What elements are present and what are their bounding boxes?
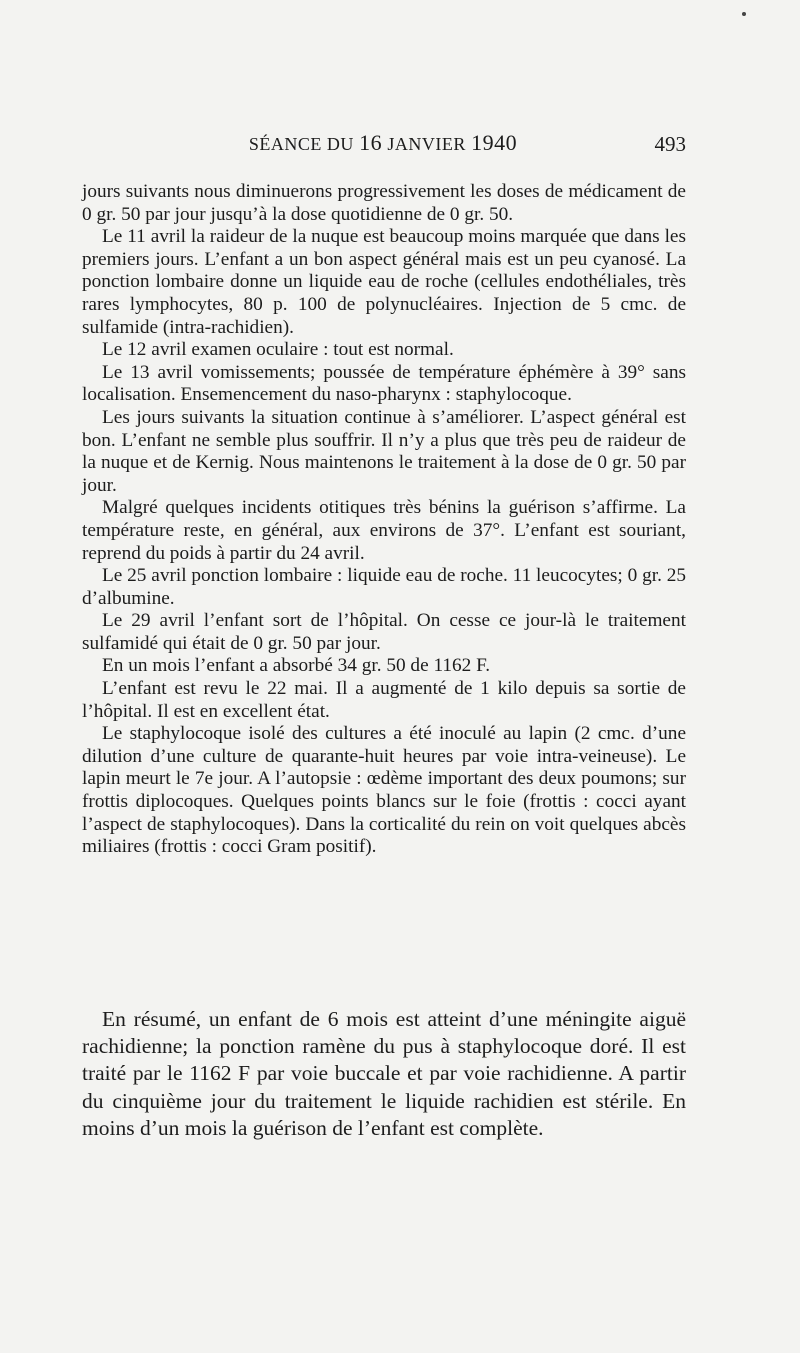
page-number: 493 <box>654 132 686 156</box>
header-month: JANVIER <box>387 134 466 154</box>
paragraph: Le 29 avril l’enfant sort de l’hôpital. On cesse ce jour-là le traitement sulfamidé qui était de 0 gr. 50 par jour. <box>82 610 686 654</box>
header-day: 16 <box>359 130 383 155</box>
header-prefix: SÉANCE DU <box>248 134 354 154</box>
summary-paragraph: En résumé, un enfant de 6 mois est atteint d’une méningite aiguë rachidienne; la ponction ramène du pus à staphylocoque doré. Il est traité par le 1162 F par voie buccale et par voie rachidienne. A partir du cinquième jour du traitement le liquide rachidien est stérile. En moins d’un mois la guérison de l’enfant est complète. <box>82 1007 686 1140</box>
paragraph: Les jours suivants la situation continue à s’améliorer. L’aspect général est bon. L’enfant ne semble plus souffrir. Il n’y a plus que très peu de raideur de la nuque et de Kernig. Nous maintenons le traitement à la dose de 0 gr. 50 par jour. <box>82 406 686 496</box>
summary-block <box>82 1006 686 1142</box>
running-header <box>80 128 686 158</box>
paragraph: Le 13 avril vomissements; poussée de température éphémère à 39° sans localisation. Ensemencement du naso-pharynx : staphylocoque. <box>82 361 686 406</box>
edge-speck <box>742 12 746 16</box>
body-text <box>82 181 686 859</box>
paragraph: En un mois l’enfant a absorbé 34 gr. 50 de 1162 F. <box>102 655 491 677</box>
paragraph: L’enfant est revu le 22 mai. Il a augmenté de 1 kilo depuis sa sortie de l’hôpital. Il est en excellent état. <box>82 678 686 722</box>
header-year: 1940 <box>471 130 518 155</box>
header-title <box>80 130 686 156</box>
paragraph: Le 11 avril la raideur de la nuque est beaucoup moins marquée que dans les premiers jours. L’enfant a un bon aspect général mais est un peu cyanosé. La ponction lombaire donne un liquide eau de roche (cellules endothéliales, très rares lymphocytes, 80 p. 100 de polynucléaires. Injection de 5 cmc. de sulfamide (intra-rachidien). <box>82 226 686 338</box>
paragraph: Le 12 avril examen oculaire : tout est normal. <box>102 339 454 361</box>
paragraph: Le 25 avril ponction lombaire : liquide eau de roche. 11 leucocytes; 0 gr. 25 d’albumine. <box>82 565 686 609</box>
paragraph: jours suivants nous diminuerons progressivement les doses de médicament de 0 gr. 50 par jour jusqu’à la dose quotidienne de 0 gr. 50. <box>82 181 686 225</box>
paragraph: Le staphylocoque isolé des cultures a été inoculé au lapin (2 cmc. d’une dilution d’une culture de quarante-huit heures par voie intra-veineuse). Le lapin meurt le 7e jour. A l’autopsie : œdème important des deux poumons; sur frottis diplocoques. Quelques points blancs sur le foie (frottis : cocci ayant l’aspect de staphylocoques). Dans la corticalité du rein on voit quelques abcès miliaires (frottis : cocci Gram positif). <box>82 723 686 858</box>
paragraph: Malgré quelques incidents otitiques très bénins la guérison s’affirme. La température reste, en général, aux environs de 37°. L’enfant est souriant, reprend du poids à partir du 24 avril. <box>82 497 686 564</box>
